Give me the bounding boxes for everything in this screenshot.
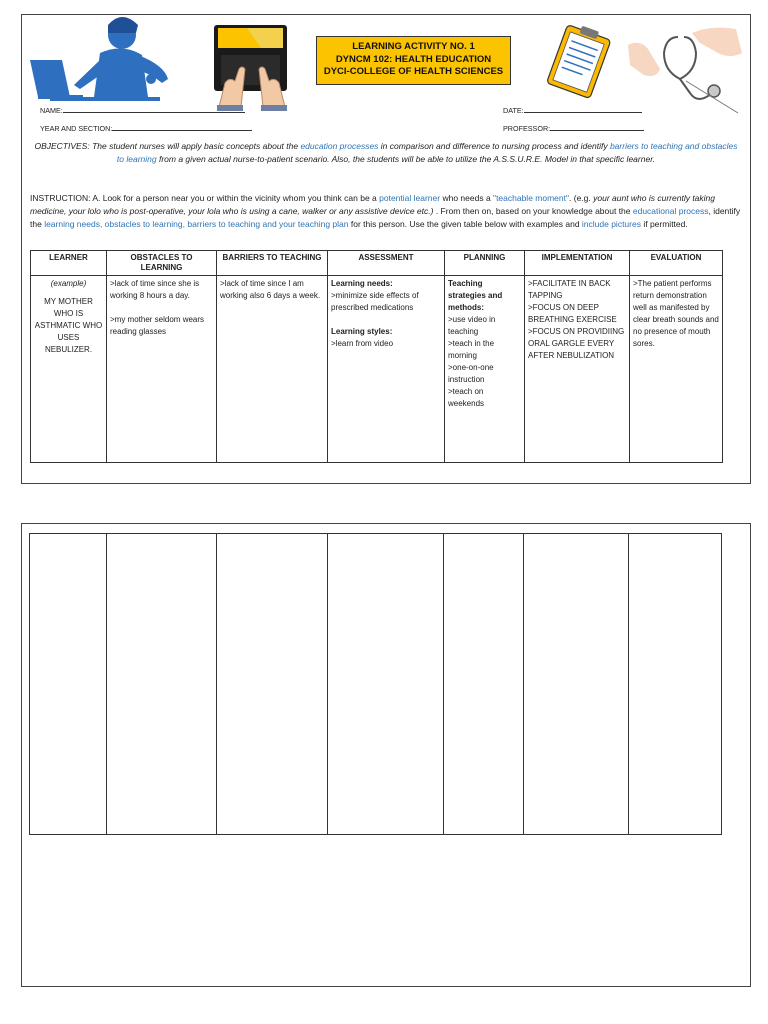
answer-cell-barriers[interactable] [217,534,328,835]
answer-cell-planning[interactable] [444,534,524,835]
name-field [40,105,245,115]
include-pictures-link: include pictures [581,219,641,229]
obstacle-item: >my mother seldom wears reading glasses [110,315,205,336]
course-title: DYNCM 102: HEALTH EDUCATION [335,53,492,65]
answer-cell-evaluation[interactable] [629,534,722,835]
learner-example-tag: (example) [50,279,87,288]
year-section-field [40,123,252,133]
learning-needs-link: learning needs, obstacles to learning, barriers to teaching and your teaching plan [44,219,349,229]
cell-obstacles [107,276,217,463]
header-implementation: IMPLEMENTATION [525,251,630,276]
implementation-item: >FOCUS ON DEEP BREATHING EXERCISE [528,303,617,324]
year-section-label: YEAR AND SECTION: [40,124,113,133]
instruction-paragraph: INSTRUCTION: A. Look for a person near you or within the vicinity whom you think can be a potential learner who needs a "teachable moment". (e.g. your aunt who is currently taking medicine, your lolo who is post-operative, your lola who is using a cane, walker or any assistive device etc.) . From then on, based on your knowledge about the educational process, identify the learning needs, obstacles to learning, barriers to teaching and your teaching plan for this person. Use the given table below with examples and include pictures if permitted. [30,193,741,229]
header-assessment: ASSESSMENT [328,251,445,276]
objectives-paragraph: OBJECTIVES: The student nurses will apply basic concepts about the education processes in comparison and difference to nursing process and identify barriers to teaching and obstacles to learning from a given actual nurse-to-patient scenario. Also, the students will be able to utilize the A.S.S.U.R.E. Model in that specific learner. [34,141,738,164]
year-section-input-line[interactable] [112,123,252,131]
learning-needs-label: Learning needs: [331,279,393,288]
barrier-item: >lack of time since I am working also 6 days a week. [220,279,321,300]
cell-barriers [217,276,328,463]
potential-learner-link: potential learner [379,193,441,203]
barriers-obstacles-link: barriers to teaching and obstacles to learning [116,141,738,164]
obstacle-item: >lack of time since she is working 8 hours a day. [110,279,200,300]
header-barriers: BARRIERS TO TEACHING [217,251,328,276]
stethoscope-hands-icon [626,19,744,115]
clipboard-icon [542,23,618,99]
answer-cell-obstacles[interactable] [107,534,217,835]
cell-implementation [525,276,630,463]
implementation-item: >FOCUS ON PROVIDIING ORAL GARGLE EVERY AFTER NEBULIZATION [528,327,625,360]
name-input-line[interactable] [63,105,245,113]
answer-table [29,533,722,835]
table-header-row [31,251,723,276]
cell-planning [445,276,525,463]
date-label: DATE: [503,106,524,115]
learning-styles-text: >learn from video [331,339,394,348]
learning-needs-text: >minimize side effects of prescribed medications [331,291,419,312]
date-field [503,105,642,115]
table-row [31,276,723,463]
professor-label: PROFESSOR: [503,124,551,133]
education-processes-link: education processes [300,141,379,151]
header-obstacles: OBSTACLES TO LEARNING [107,251,217,276]
cell-evaluation [630,276,723,463]
learner-description: MY MOTHER WHO IS ASTHMATIC WHO USES NEBULIZER. [34,297,103,354]
example-table [30,250,723,463]
example-text: your aunt who is currently taking medicine, your lolo who is post-operative, your lola who is using a cane, walker or any assistive device etc.) [30,193,716,216]
planning-label: Teaching strategies and methods: [448,279,503,312]
answer-cell-assessment[interactable] [328,534,444,835]
implementation-item: >FACILITATE IN BACK TAPPING [528,279,611,300]
header-learner: LEARNER [31,251,107,276]
learning-styles-label: Learning styles: [331,327,393,336]
planning-item: >one-on-one instruction [448,363,494,384]
typing-laptop-icon [211,23,293,111]
nurse-at-laptop-icon [30,15,180,109]
activity-title: LEARNING ACTIVITY NO. 1 [352,41,475,52]
worksheet-page-1 [21,14,751,484]
header-evaluation: EVALUATION [630,251,723,276]
answer-cell-implementation[interactable] [524,534,629,835]
cell-assessment [328,276,445,463]
activity-title-box [316,36,511,85]
teachable-moment-link: "teachable moment" [493,193,570,203]
educational-process-link: educational process [632,206,709,216]
table-row [30,534,722,835]
header-planning: PLANNING [445,251,525,276]
planning-item: >teach on weekends [448,387,485,408]
evaluation-item: >The patient performs return demonstration well as manifested by clear breath sounds and no presence of mouth sores. [633,279,719,348]
cell-learner [31,276,107,463]
planning-item: >teach in the morning [448,339,495,360]
name-label: NAME: [40,106,63,115]
date-input-line[interactable] [524,105,642,113]
professor-field [503,123,644,133]
college-title: DYCI-COLLEGE OF HEALTH SCIENCES [323,66,504,77]
answer-cell-learner[interactable] [30,534,107,835]
planning-item: >use video in teaching [448,315,496,336]
professor-input-line[interactable] [550,123,644,131]
worksheet-page-2 [21,523,751,987]
